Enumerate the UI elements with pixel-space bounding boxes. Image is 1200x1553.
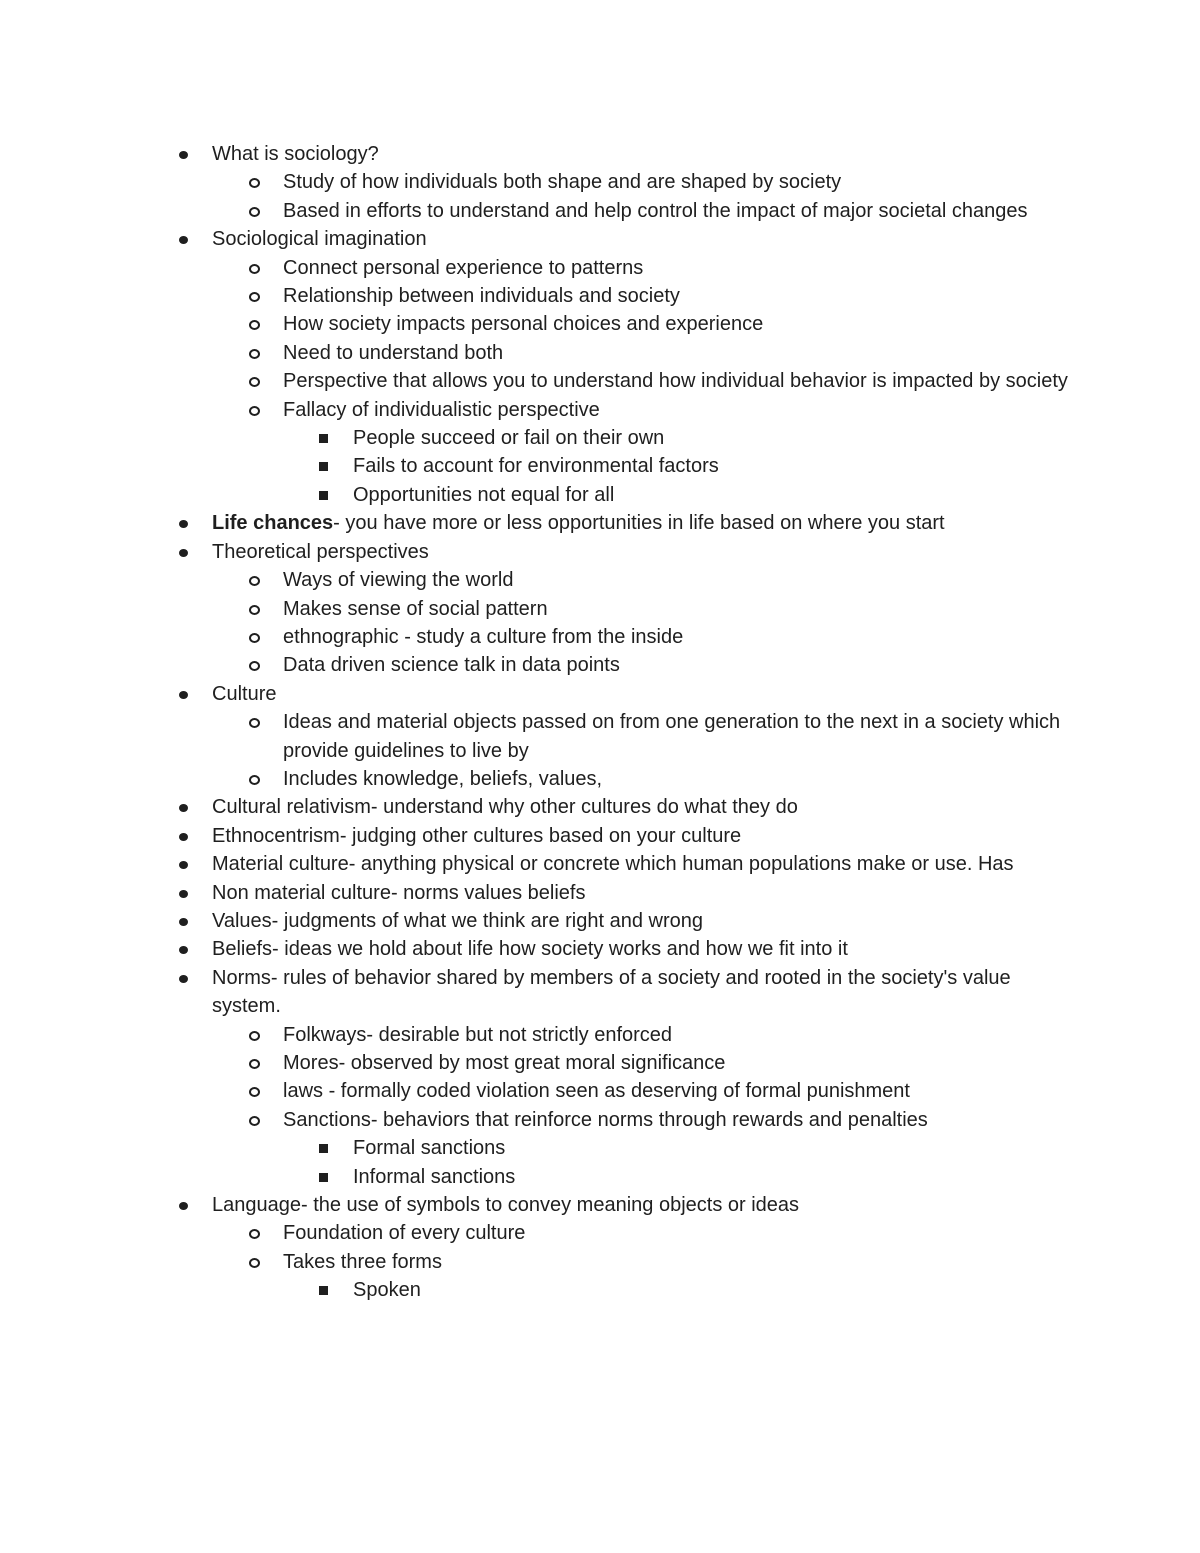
bullet-square-icon: [319, 491, 328, 500]
list-item: [0, 339, 1200, 367]
bullet-disc-icon: [179, 804, 188, 812]
document-body: [0, 140, 1200, 1305]
list-item: [0, 509, 1200, 537]
list-item-text: - you have more or less opportunities in life based on where you start: [333, 512, 945, 535]
list-item-text: Spoken: [353, 1279, 421, 1302]
bullet-disc-icon: [179, 833, 188, 841]
list-item-text: Fails to account for environmental factors: [353, 455, 719, 478]
bullet-disc-icon: [179, 890, 188, 898]
list-item: [0, 879, 1200, 907]
list-item: [0, 1219, 1200, 1247]
bullet-circle-icon: [249, 661, 260, 671]
bullet-circle-icon: [249, 1087, 260, 1097]
list-item-text: Beliefs- ideas we hold about life how society works and how we fit into it: [212, 938, 848, 961]
bullet-circle-icon: [249, 292, 260, 302]
bullet-circle-icon: [249, 406, 260, 416]
list-item: [0, 481, 1200, 509]
bullet-circle-icon: [249, 207, 260, 217]
bullet-square-icon: [319, 434, 328, 443]
list-item: [0, 367, 1073, 395]
list-item-text: What is sociology?: [212, 143, 379, 165]
list-item: [0, 1134, 1200, 1162]
list-item-text: Need to understand both: [283, 341, 504, 364]
bullet-circle-icon: [249, 1031, 260, 1041]
list-item-text: Informal sanctions: [353, 1165, 516, 1188]
list-item: [0, 1191, 1200, 1219]
list-item: [0, 310, 1200, 338]
term-bold: Life chances: [212, 512, 334, 535]
list-item-text: Culture: [212, 682, 277, 705]
list-item-text: Sociological imagination: [212, 228, 427, 251]
list-item: [0, 168, 1200, 196]
list-item-text: Data driven science talk in data points: [283, 654, 620, 677]
bullet-disc-icon: [179, 520, 188, 528]
bullet-circle-icon: [249, 718, 260, 728]
list-item-text: Ideas and material objects passed on from one generation to the next in a society which provide guidelines to live by: [283, 711, 1061, 762]
list-item: [0, 225, 1200, 253]
bullet-circle-icon: [249, 1059, 260, 1069]
list-item: [0, 1106, 1200, 1134]
bullet-disc-icon: [179, 946, 188, 954]
list-item-text: Ethnocentrism- judging other cultures based on your culture: [212, 824, 742, 847]
list-item-text: Ways of viewing the world: [283, 569, 514, 592]
list-item-text: Fallacy of individualistic perspective: [283, 398, 600, 421]
list-item: [0, 765, 1200, 793]
bullet-circle-icon: [249, 264, 260, 274]
list-item-text: Takes three forms: [283, 1250, 442, 1273]
list-item-text: Non material culture- norms values beliefs: [212, 881, 586, 904]
list-item: [0, 254, 1200, 282]
bullet-disc-icon: [179, 918, 188, 926]
bullet-circle-icon: [249, 1116, 260, 1126]
list-item: [0, 850, 1052, 878]
bullet-square-icon: [319, 1173, 328, 1182]
list-item: [0, 1077, 1200, 1105]
list-item: [0, 1248, 1200, 1276]
list-item: [0, 623, 1200, 651]
list-item-text: Makes sense of social pattern: [283, 597, 548, 620]
list-item: [0, 1049, 1200, 1077]
list-item: [0, 140, 1200, 168]
list-item-text: Values- judgments of what we think are right and wrong: [212, 909, 704, 932]
bullet-circle-icon: [249, 320, 260, 330]
list-item: [0, 793, 1200, 821]
list-item: [0, 651, 1200, 679]
list-item: [0, 396, 1200, 424]
list-item: [0, 680, 1200, 708]
bullet-disc-icon: [179, 691, 188, 699]
bullet-square-icon: [319, 462, 328, 471]
list-item-text: How society impacts personal choices and experience: [283, 313, 764, 336]
bullet-circle-icon: [249, 775, 260, 785]
bullet-circle-icon: [249, 576, 260, 586]
bullet-square-icon: [319, 1144, 328, 1153]
list-item-text: Material culture- anything physical or concrete which human populations make or use. Has: [212, 853, 1014, 876]
bullet-circle-icon: [249, 1229, 260, 1239]
list-item-text: Based in efforts to understand and help control the impact of major societal changes: [283, 199, 1028, 222]
list-item-text: Sanctions- behaviors that reinforce norms through rewards and penalties: [283, 1108, 928, 1131]
bullet-circle-icon: [249, 633, 260, 643]
bullet-disc-icon: [179, 236, 188, 244]
list-item: [0, 935, 1200, 963]
list-item: [0, 538, 1200, 566]
bullet-disc-icon: [179, 1202, 188, 1210]
list-item-text: Includes knowledge, beliefs, values,: [283, 767, 603, 790]
list-item-text: People succeed or fail on their own: [353, 427, 665, 450]
list-item-text: Study of how individuals both shape and are shaped by society: [283, 171, 842, 194]
bullet-disc-icon: [179, 151, 188, 159]
list-item: [0, 1276, 1200, 1304]
list-item-text: Foundation of every culture: [283, 1222, 526, 1245]
list-item: [0, 964, 1052, 1021]
list-item: [0, 282, 1200, 310]
bullet-circle-icon: [249, 377, 260, 387]
list-item-text: Folkways- desirable but not strictly enforced: [283, 1023, 673, 1046]
list-item: [0, 197, 1073, 225]
list-item: [0, 452, 1200, 480]
list-item-text: Opportunities not equal for all: [353, 483, 615, 506]
list-item: [0, 566, 1200, 594]
list-item-text: Cultural relativism- understand why other cultures do what they do: [212, 796, 798, 819]
list-item-text: Norms- rules of behavior shared by members of a society and rooted in the society's value system.: [212, 966, 1011, 1018]
list-item: [0, 1021, 1200, 1049]
list-item: [0, 595, 1200, 623]
list-item-text: Connect personal experience to patterns: [283, 256, 644, 279]
list-item: [0, 822, 1200, 850]
bullet-square-icon: [319, 1286, 328, 1295]
list-item: [0, 424, 1200, 452]
list-item: [0, 1163, 1200, 1191]
bullet-circle-icon: [249, 1258, 260, 1268]
bullet-disc-icon: [179, 861, 188, 869]
bullet-disc-icon: [179, 549, 188, 557]
list-item-text: Relationship between individuals and society: [283, 285, 680, 308]
list-item: [0, 708, 1073, 765]
bullet-disc-icon: [179, 975, 188, 983]
bullet-circle-icon: [249, 178, 260, 188]
bullet-circle-icon: [249, 605, 260, 615]
list-item-text: Mores- observed by most great moral significance: [283, 1052, 726, 1074]
list-item-text: Perspective that allows you to understand how individual behavior is impacted by society: [283, 370, 1068, 393]
list-item-text: Language- the use of symbols to convey meaning objects or ideas: [212, 1194, 800, 1217]
bullet-circle-icon: [249, 349, 260, 359]
list-item: [0, 907, 1200, 935]
list-item-text: laws - formally coded violation seen as deserving of formal punishment: [283, 1080, 910, 1103]
list-item-text: Formal sanctions: [353, 1137, 506, 1160]
list-item-text: ethnographic - study a culture from the inside: [283, 625, 684, 648]
list-item-text: Theoretical perspectives: [212, 540, 429, 563]
